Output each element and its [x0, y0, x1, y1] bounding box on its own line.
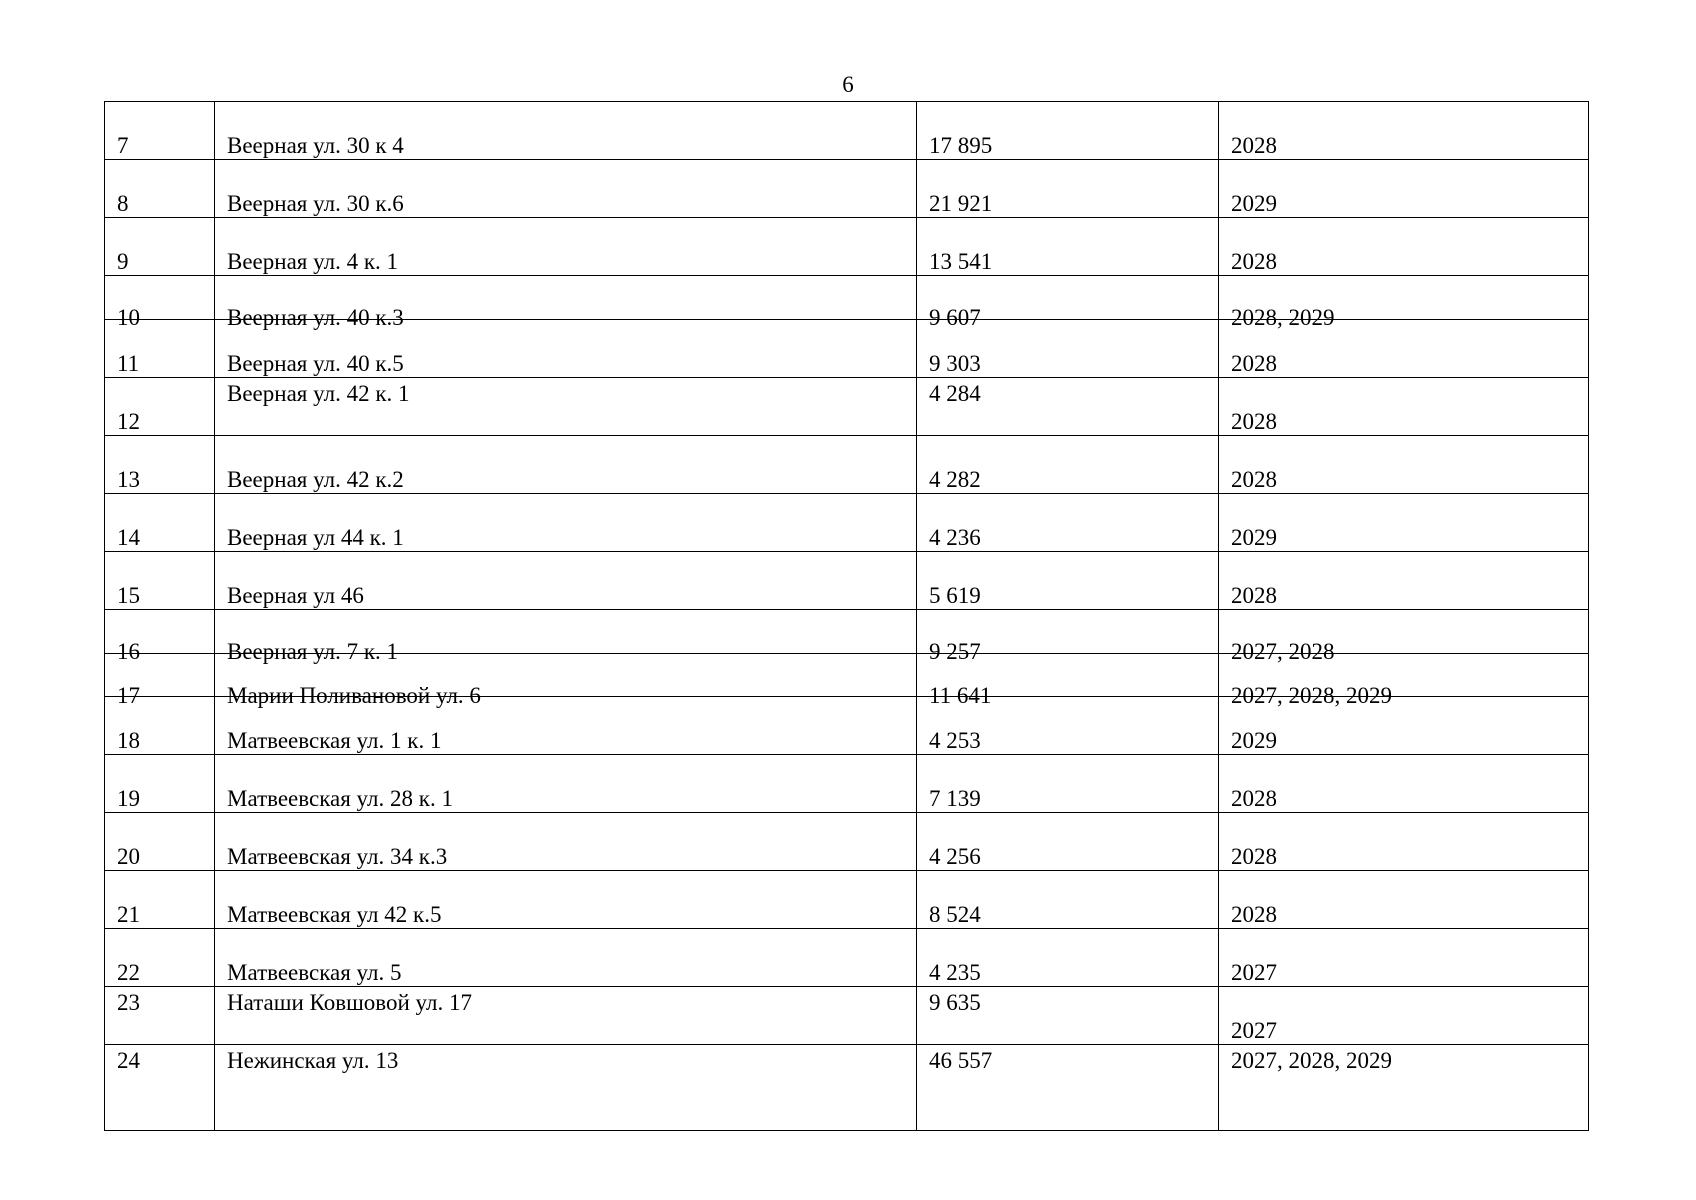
- row-address: Матвеевская ул. 5: [227, 960, 402, 985]
- row-number-cell: [105, 987, 215, 1045]
- row-address-cell: [215, 871, 917, 929]
- row-area-cell: [917, 378, 1219, 436]
- row-number: 15: [117, 583, 140, 608]
- row-address: Веерная ул. 42 к. 1: [227, 381, 410, 406]
- row-number-cell: [105, 102, 215, 160]
- row-number: 8: [117, 191, 129, 216]
- row-address-cell: [215, 276, 917, 330]
- row-address-cell: [215, 378, 917, 436]
- row-years-cell: [1219, 871, 1589, 929]
- row-number: 23: [117, 990, 140, 1015]
- row-area: 7 139: [929, 786, 981, 811]
- row-years: 2028: [1231, 583, 1277, 608]
- row-years-cell: [1219, 102, 1589, 160]
- row-number-cell: [105, 436, 215, 494]
- row-area: 46 557: [929, 1048, 993, 1073]
- row-years-cell: [1219, 276, 1589, 330]
- row-area: 9 607: [929, 305, 981, 330]
- row-number: 16: [117, 639, 140, 664]
- row-years-cell: [1219, 160, 1589, 218]
- row-years: 2028: [1231, 249, 1277, 274]
- row-area: 5 619: [929, 583, 981, 608]
- row-number-cell: [105, 929, 215, 987]
- table-row: [105, 218, 1589, 276]
- table-row: [105, 871, 1589, 929]
- row-number: 19: [117, 786, 140, 811]
- row-years: 2027, 2028, 2029: [1231, 683, 1392, 708]
- row-years: 2029: [1231, 728, 1277, 753]
- row-area-cell: [917, 218, 1219, 276]
- row-number: 10: [117, 305, 140, 330]
- row-number: 22: [117, 960, 140, 985]
- row-address-cell: [215, 987, 917, 1045]
- row-area-cell: [917, 494, 1219, 552]
- row-address-cell: [215, 160, 917, 218]
- row-number-cell: [105, 160, 215, 218]
- row-number-cell: [105, 320, 215, 378]
- row-area-cell: [917, 276, 1219, 330]
- row-number: 9: [117, 249, 129, 274]
- row-address-cell: [215, 1045, 917, 1131]
- row-address-cell: [215, 436, 917, 494]
- row-area: 4 253: [929, 728, 981, 753]
- address-table: [104, 101, 1589, 1131]
- row-number: 7: [117, 133, 129, 158]
- row-address: Наташи Ковшовой ул. 17: [227, 990, 473, 1015]
- table-row: [105, 436, 1589, 494]
- row-area-cell: [917, 102, 1219, 160]
- row-address: Матвеевская ул. 1 к. 1: [227, 728, 442, 753]
- table-row: [105, 378, 1589, 436]
- row-years: 2027, 2028: [1231, 639, 1335, 664]
- row-address: Матвеевская ул. 34 к.3: [227, 844, 448, 869]
- row-address: Матвеевская ул. 28 к. 1: [227, 786, 453, 811]
- row-area-cell: [917, 610, 1219, 664]
- row-area: 4 235: [929, 960, 981, 985]
- table-row: [105, 929, 1589, 987]
- row-area-cell: [917, 160, 1219, 218]
- page-number: 6: [842, 72, 854, 97]
- row-address: Веерная ул. 40 к.3: [227, 305, 404, 330]
- row-years-cell: [1219, 320, 1589, 378]
- table-row: [105, 320, 1589, 378]
- table-row: [105, 1045, 1589, 1131]
- row-area: 4 282: [929, 467, 981, 492]
- row-number: 20: [117, 844, 140, 869]
- row-address: Матвеевская ул 42 к.5: [227, 902, 442, 927]
- row-years-cell: [1219, 610, 1589, 664]
- row-area-cell: [917, 654, 1219, 708]
- row-area: 9 257: [929, 639, 981, 664]
- row-number: 11: [117, 351, 140, 376]
- table-row: [105, 987, 1589, 1045]
- row-years-cell: [1219, 1045, 1589, 1131]
- row-area-cell: [917, 871, 1219, 929]
- row-number-cell: [105, 610, 215, 664]
- row-number-cell: [105, 1045, 215, 1131]
- row-number-cell: [105, 378, 215, 436]
- row-number: 24: [117, 1048, 140, 1073]
- row-years-cell: [1219, 755, 1589, 813]
- row-area: 8 524: [929, 902, 981, 927]
- row-area: 21 921: [929, 191, 993, 216]
- table-row: [105, 697, 1589, 755]
- row-years-cell: [1219, 552, 1589, 610]
- row-address: Веерная ул 44 к. 1: [227, 525, 404, 550]
- row-address: Веерная ул. 30 к.6: [227, 191, 404, 216]
- row-area-cell: [917, 987, 1219, 1045]
- table-row: [105, 552, 1589, 610]
- row-years-cell: [1219, 218, 1589, 276]
- row-number-cell: [105, 813, 215, 871]
- row-address: Нежинская ул. 13: [227, 1048, 399, 1073]
- row-address-cell: [215, 320, 917, 378]
- row-address: Веерная ул 46: [227, 583, 364, 608]
- row-area: 11 641: [929, 683, 992, 708]
- row-number: 12: [117, 409, 140, 434]
- row-area: 9 635: [929, 990, 981, 1015]
- row-area-cell: [917, 552, 1219, 610]
- row-address: Веерная ул. 4 к. 1: [227, 249, 398, 274]
- row-area-cell: [917, 436, 1219, 494]
- table-body: [105, 102, 1589, 1131]
- row-years: 2028: [1231, 467, 1277, 492]
- row-area: 4 236: [929, 525, 981, 550]
- row-address-cell: [215, 813, 917, 871]
- row-area-cell: [917, 755, 1219, 813]
- table-row: [105, 610, 1589, 654]
- row-address-cell: [215, 654, 917, 708]
- row-years: 2028: [1231, 844, 1277, 869]
- row-area: 4 256: [929, 844, 981, 869]
- table-row: [105, 276, 1589, 320]
- row-number: 14: [117, 525, 140, 550]
- row-number-cell: [105, 218, 215, 276]
- row-years-cell: [1219, 987, 1589, 1045]
- row-area-cell: [917, 929, 1219, 987]
- row-years: 2028: [1231, 786, 1277, 811]
- row-years: 2028, 2029: [1231, 305, 1335, 330]
- row-address-cell: [215, 494, 917, 552]
- row-number-cell: [105, 871, 215, 929]
- row-number-cell: [105, 552, 215, 610]
- row-address: Веерная ул. 42 к.2: [227, 467, 404, 492]
- row-number: 17: [117, 683, 140, 708]
- row-years: 2029: [1231, 191, 1277, 216]
- row-number-cell: [105, 755, 215, 813]
- row-number: 13: [117, 467, 140, 492]
- table-row: [105, 654, 1589, 697]
- row-number-cell: [105, 654, 215, 708]
- row-years: 2027, 2028, 2029: [1231, 1048, 1392, 1073]
- row-area-cell: [917, 1045, 1219, 1131]
- row-area: 9 303: [929, 351, 981, 376]
- row-years-cell: [1219, 378, 1589, 436]
- row-number-cell: [105, 494, 215, 552]
- row-years-cell: [1219, 929, 1589, 987]
- row-address-cell: [215, 102, 917, 160]
- row-address-cell: [215, 697, 917, 755]
- row-years: 2029: [1231, 525, 1277, 550]
- row-address-cell: [215, 929, 917, 987]
- row-area-cell: [917, 697, 1219, 755]
- row-years-cell: [1219, 494, 1589, 552]
- row-years-cell: [1219, 813, 1589, 871]
- row-years: 2028: [1231, 902, 1277, 927]
- row-number: 18: [117, 728, 140, 753]
- row-address: Веерная ул. 30 к 4: [227, 133, 404, 158]
- row-address-cell: [215, 218, 917, 276]
- row-number: 21: [117, 902, 140, 927]
- row-years-cell: [1219, 654, 1589, 708]
- row-address-cell: [215, 755, 917, 813]
- table-row: [105, 755, 1589, 813]
- row-number-cell: [105, 276, 215, 330]
- row-address: Веерная ул. 40 к.5: [227, 351, 404, 376]
- row-address: Веерная ул. 7 к. 1: [227, 639, 398, 664]
- row-address: Марии Поливановой ул. 6: [227, 683, 481, 708]
- row-address-cell: [215, 610, 917, 664]
- row-area-cell: [917, 320, 1219, 378]
- row-address-cell: [215, 552, 917, 610]
- row-years: 2028: [1231, 351, 1277, 376]
- table-row: [105, 102, 1589, 160]
- row-years-cell: [1219, 697, 1589, 755]
- table-row: [105, 813, 1589, 871]
- row-area: 17 895: [929, 133, 993, 158]
- row-years: 2027: [1231, 960, 1277, 985]
- row-area: 4 284: [929, 381, 981, 406]
- row-number-cell: [105, 697, 215, 755]
- row-area-cell: [917, 813, 1219, 871]
- row-years-cell: [1219, 436, 1589, 494]
- row-years: 2028: [1231, 133, 1277, 158]
- table-row: [105, 494, 1589, 552]
- row-area: 13 541: [929, 249, 993, 274]
- row-years: 2027: [1231, 1018, 1277, 1043]
- row-years: 2028: [1231, 409, 1277, 434]
- table-row: [105, 160, 1589, 218]
